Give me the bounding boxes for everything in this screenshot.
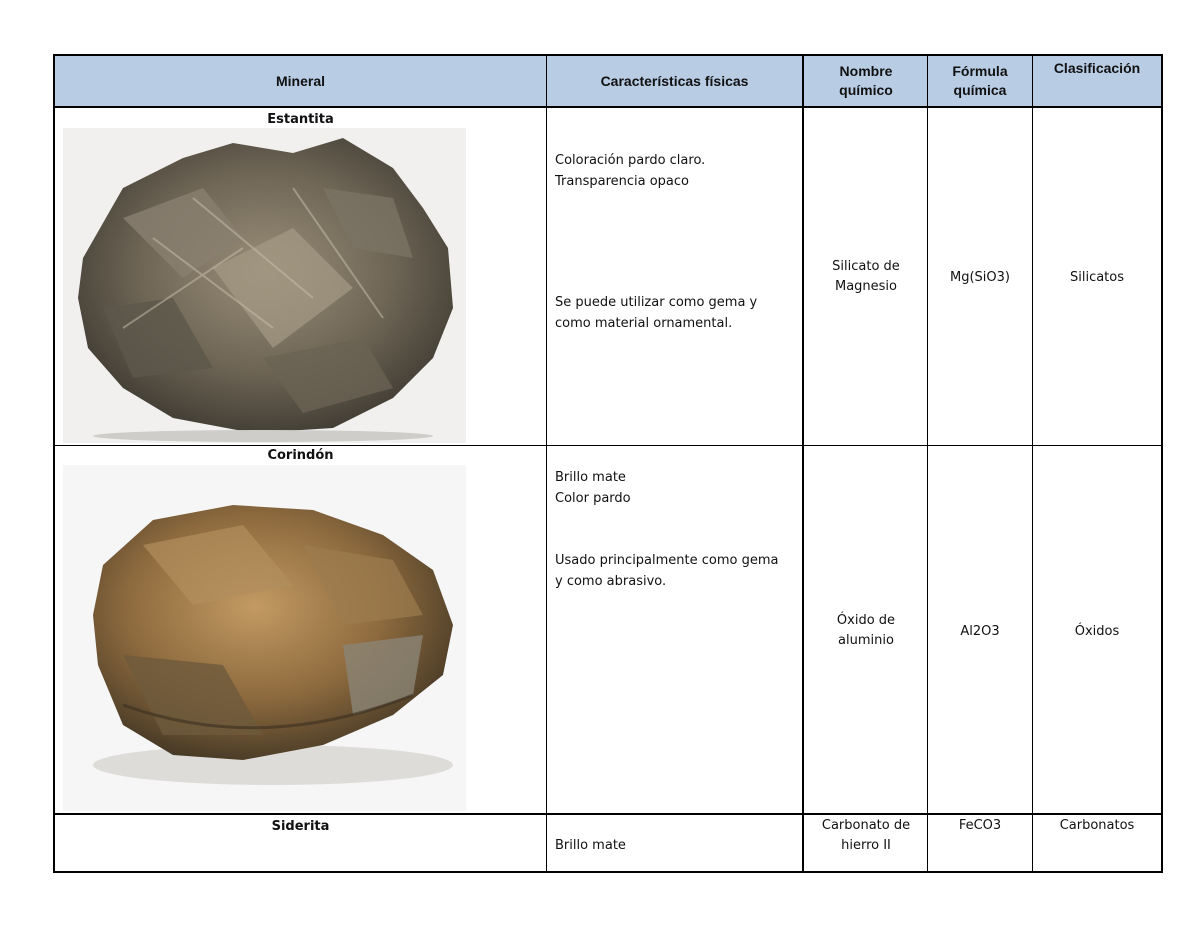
clasificacion-value: Silicatos [1069,270,1125,285]
mineral-name: Estantita [267,112,334,127]
header-nombre-quimico: Nombre químico [839,63,893,98]
nombre-quimico-value: Óxido de aluminio [836,613,896,648]
caracteristicas-text: Brillo mate Color pardo [555,470,631,506]
column-divider [546,56,547,871]
caracteristicas-uso-text: Usado principalmente como gema y como abrasivo. [555,553,779,589]
formula-quimica-value: FeCO3 [958,818,1002,833]
column-divider [1032,56,1033,871]
row-divider [55,445,1161,446]
mineral-rock-photo [63,465,466,811]
mineral-name: Siderita [271,819,330,834]
mineral-name: Corindón [267,448,334,463]
nombre-quimico-value: Silicato de Magnesio [832,259,900,294]
minerals-table [53,54,1163,873]
clasificacion-value: Carbonatos [1059,818,1135,833]
header-caracteristicas: Características físicas [600,72,749,89]
row-divider [55,813,1161,815]
header-formula-quimica: Fórmula química [952,63,1008,98]
header-mineral: Mineral [275,72,325,89]
mineral-rock-photo [63,128,466,443]
nombre-quimico-value: Carbonato de hierro II [821,818,911,853]
column-divider [927,56,928,871]
clasificacion-value: Óxidos [1074,624,1120,639]
formula-quimica-value: Mg(SiO3) [950,270,1010,285]
formula-quimica-value: Al2O3 [960,624,1000,639]
header-clasificacion: Clasificación [1053,60,1141,76]
column-divider [802,56,804,871]
caracteristicas-uso-text: Se puede utilizar como gema y como material ornamental. [555,295,758,331]
caracteristicas-text: Coloración pardo claro. Transparencia opaco [555,153,706,189]
caracteristicas-text: Brillo mate [555,838,626,853]
